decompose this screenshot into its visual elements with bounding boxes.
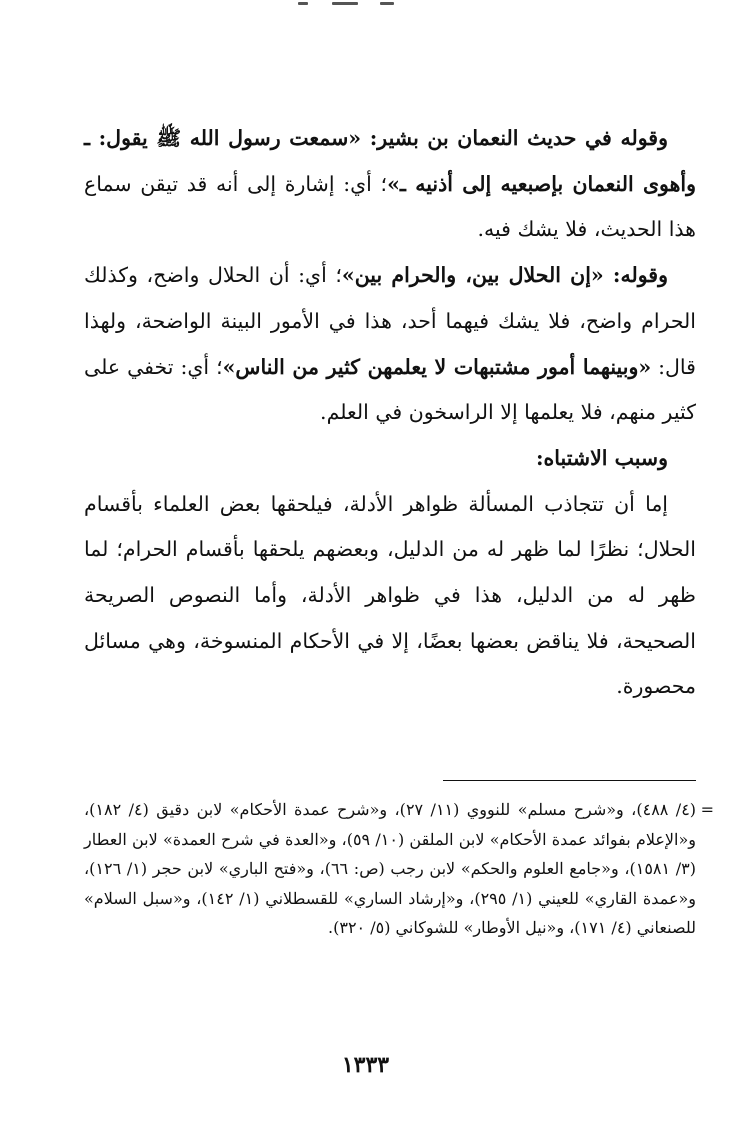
paragraph-text: ؛ أي: أن الحلال واضح، وكذلك الحرام واضح، فلا يشك فيهما أحد، هذا في الأمور البينة الواضحة، ولهذا قال: [84, 263, 696, 379]
hadith-quote: «سمعت رسول الله ﷺ يقول: ـ وأهوى النعمان بإصبعيه إلى أذنيه ـ» [84, 126, 696, 196]
page-number: ١٣٣٣ [341, 1052, 390, 1078]
footnote-divider [443, 780, 696, 781]
paragraph-text: ؛ أي: تخفي على كثير منهم، فلا يعلمها إلا الراسخون في العلم. [84, 354, 696, 425]
paragraph-cause-of-doubt: إما أن تتجاذب المسألة ظواهر الأدلة، فيلحقها بعض العلماء بأقسام الحلال؛ نظرًا لما ظهر له من الدليل، وبعضهم يلحقها بأقسام الحرام؛ لما ظهر له من الدليل، هذا في ظواهر الأدلة، وأما النصوص الصريحة الصحيحة، فلا يناقض بعضها بعضًا، إلا في الأحكام المنسوخة، وهي مسائل محصورة. [84, 491, 696, 699]
footnote-block [84, 795, 714, 943]
main-text-block [84, 116, 696, 710]
hadith-quote: «وبينهما أمور مشتبهات لا يعلمهن كثير من الناس» [222, 354, 652, 379]
footnote-text: (٤/ ٤٨٨)، و«شرح مسلم» للنووي (١١/ ٢٧)، و«شرح عمدة الأحكام» لابن دقيق (٤/ ١٨٢)، و«الإعلام بفوائد عمدة الأحكام» لابن الملقن (١٠/ ٥٩)، و«العدة في شرح العمدة» لابن العطار (٣/ ١٥٨١)، و«جامع العلوم والحكم» لابن رجب (ص: ٦٦)، و«فتح الباري» لابن حجر (١/ ١٢٦)، و«عمدة القاري» للعيني (١/ ٢٩٥)، و«إرشاد الساري» للقسطلاني (١/ ١٤٢)، و«سبل السلام» للصنعاني (٤/ ١٧١)، و«نيل الأوطار» للشوكاني (٥/ ٣٢٠). [84, 800, 697, 938]
paragraph-lead: وقوله في حديث النعمان بن بشير: [361, 126, 668, 150]
hadith-quote: «إن الحلال بين، والحرام بين» [341, 263, 604, 288]
section-heading: وسبب الاشتباه: [535, 445, 668, 470]
paragraph-nuuman-hadith [84, 116, 696, 253]
footnote-continuation-marker: = [700, 800, 714, 819]
paragraph-halal-haram [84, 253, 696, 436]
top-edge-marks [0, 0, 731, 12]
paragraph-lead: وقوله: [603, 263, 669, 288]
paragraph-text: ؛ أي: إشارة إلى أنه قد تيقن سماع هذا الحديث، فلا يشك فيه. [84, 171, 696, 242]
